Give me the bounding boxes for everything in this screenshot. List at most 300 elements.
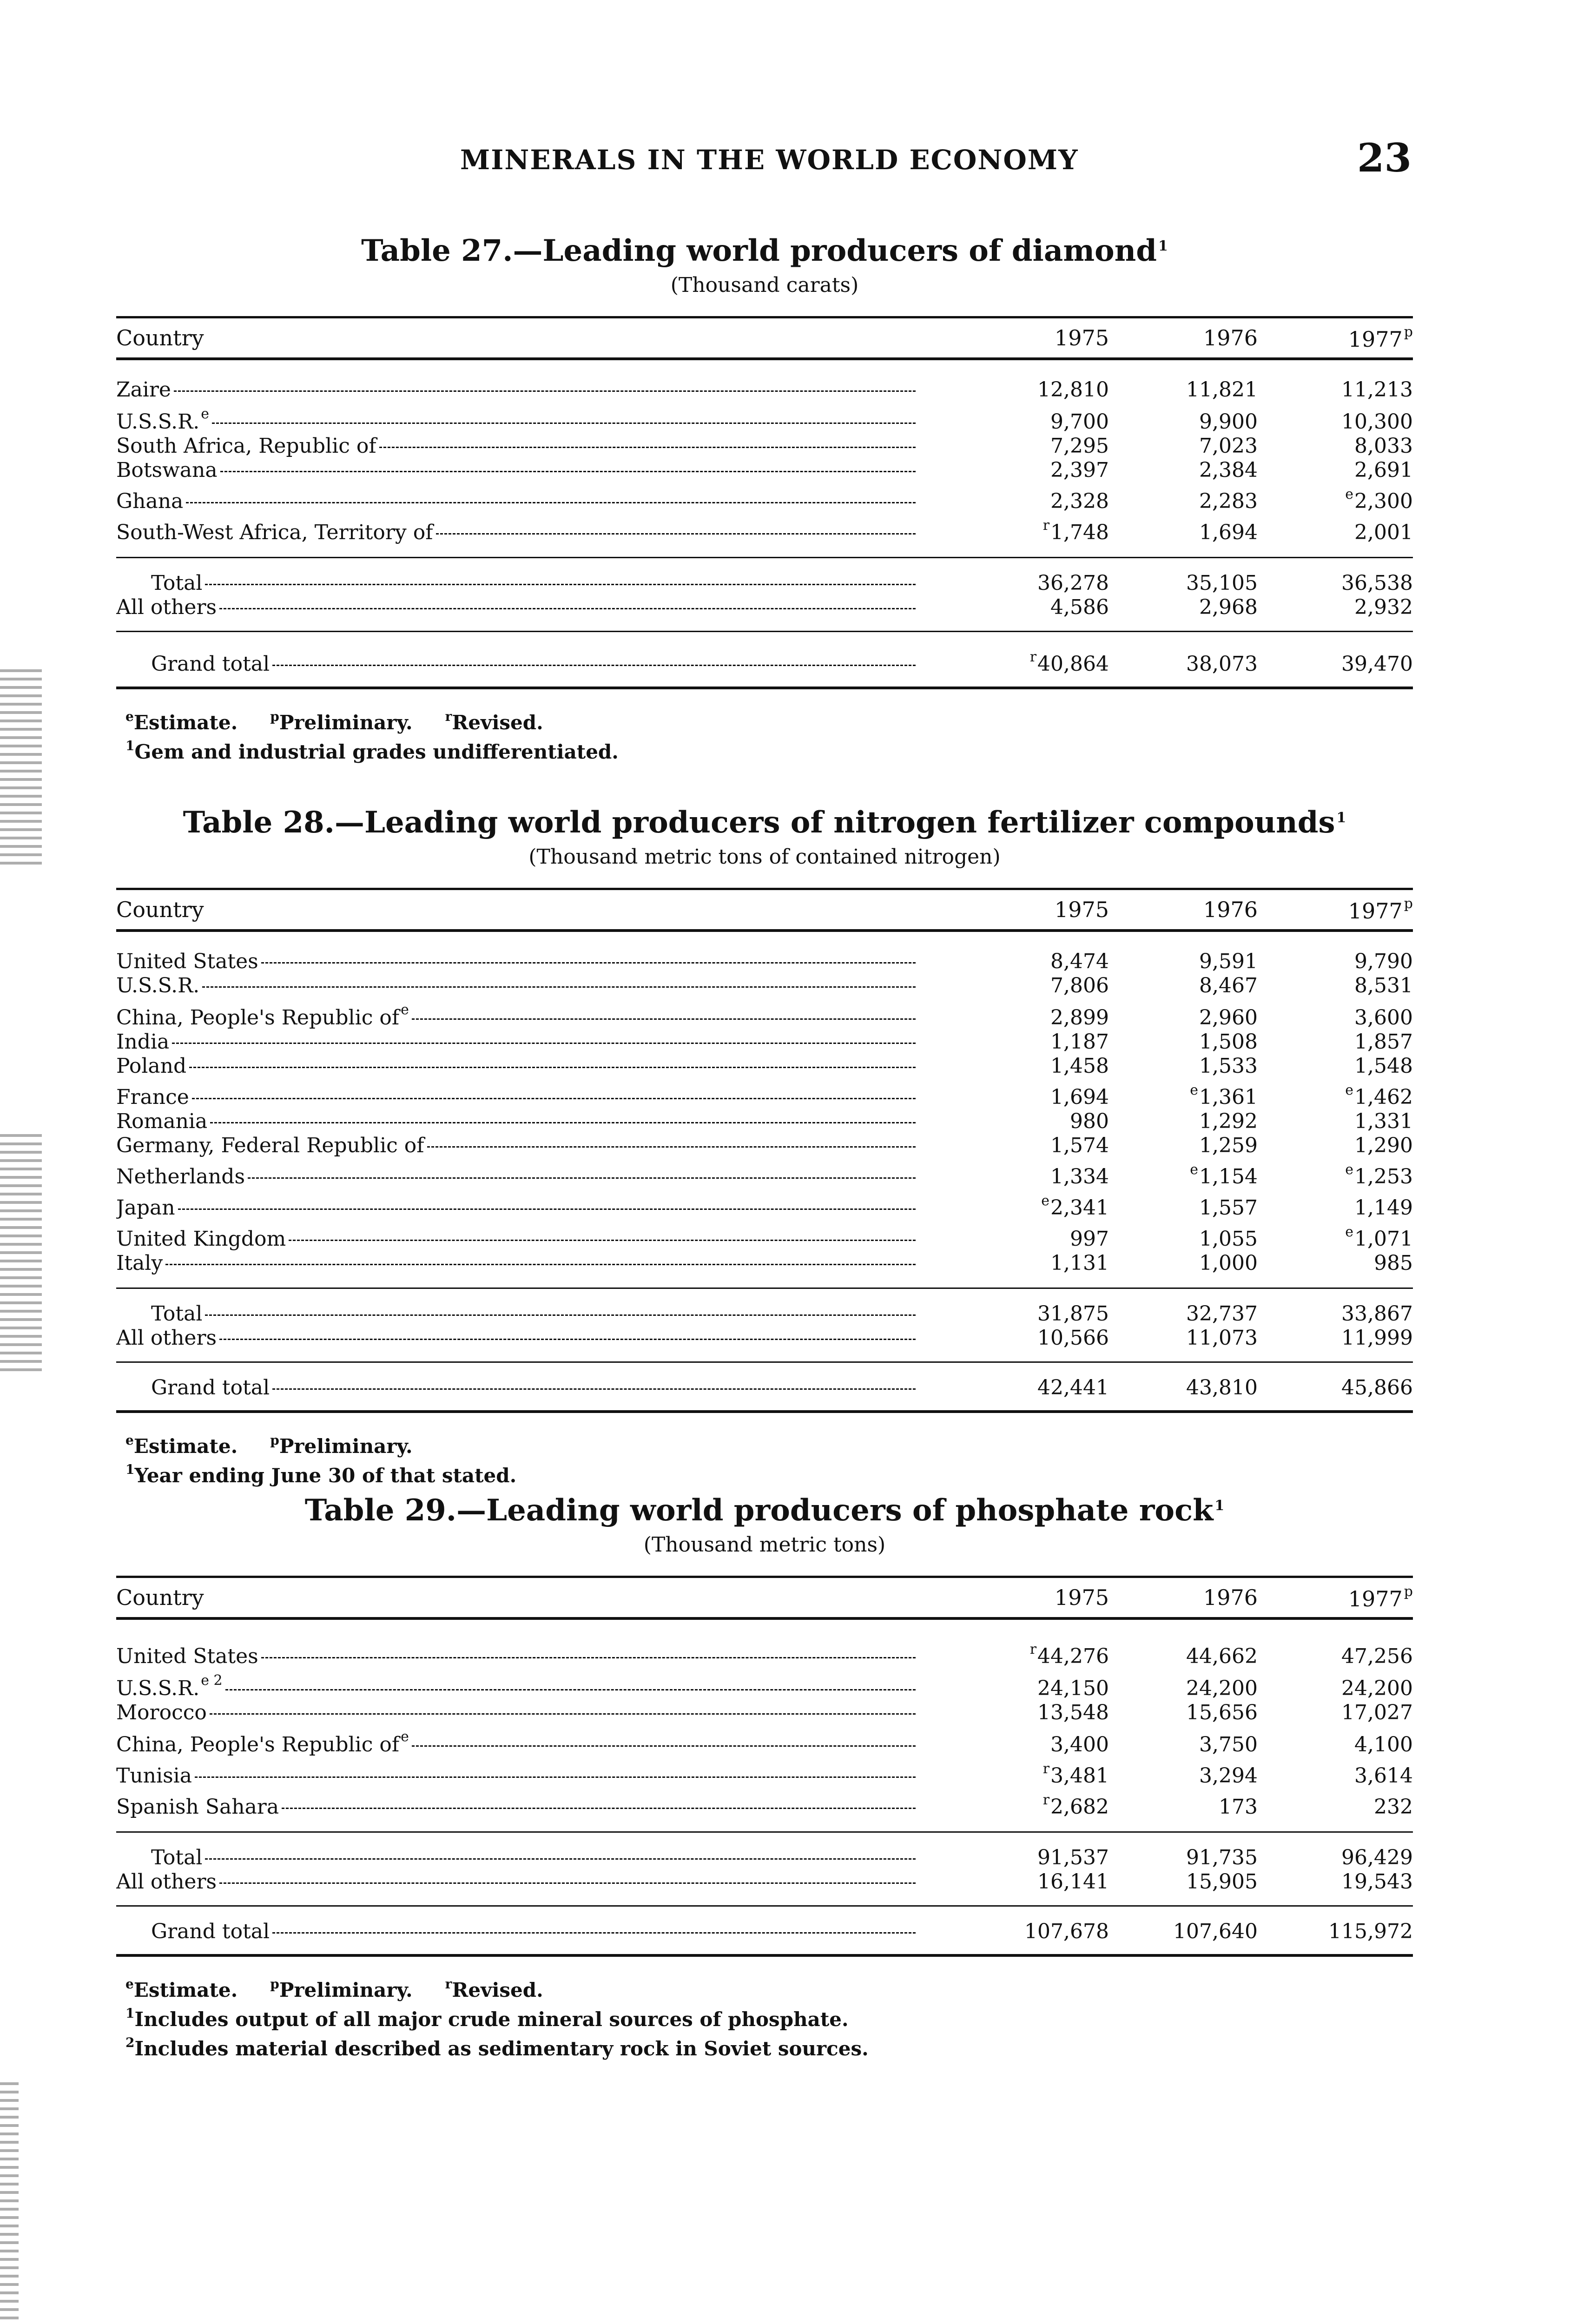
- country-cell: [116, 595, 957, 620]
- footnote-text: Year ending June 30 of that stated.: [134, 1464, 517, 1487]
- value-cell: [957, 1006, 1109, 1030]
- country-name: [116, 595, 219, 620]
- value-cell: [1109, 1326, 1258, 1350]
- country-name: [116, 1870, 219, 1894]
- country-cell: [116, 1054, 957, 1078]
- footnote-symbol: p: [270, 1433, 279, 1448]
- country-name: [116, 571, 205, 595]
- country-label: Italy: [116, 1251, 163, 1275]
- value-text: 3,400: [1050, 1733, 1109, 1756]
- grand-total-row: [116, 1376, 1413, 1400]
- value-cell: [957, 1134, 1109, 1158]
- value-text: 2,384: [1199, 458, 1258, 482]
- total-row: [116, 1302, 1413, 1326]
- table-title-text: Table 28.—Leading world producers of nitrogen fertilizer compounds: [183, 805, 1335, 840]
- value-text: 2,341: [1050, 1196, 1109, 1220]
- value-cell: [957, 950, 1109, 974]
- footnote-symbol: 1: [125, 2006, 135, 2021]
- value-cell: [957, 571, 1109, 595]
- table-unit-note: (Thousand metric tons): [643, 1533, 886, 1557]
- table-row: [116, 1054, 1413, 1078]
- footnote-mark: e: [1345, 1082, 1354, 1098]
- country-name: [116, 1134, 427, 1158]
- value-text: 24,200: [1186, 1677, 1258, 1700]
- country-cell: [116, 1030, 957, 1054]
- country-name: [116, 998, 412, 1030]
- footnote-text: Revised.: [452, 711, 543, 734]
- value-text: 1,548: [1354, 1054, 1413, 1078]
- value-text: 1,748: [1050, 521, 1109, 544]
- country-label: Japan: [116, 1196, 175, 1220]
- table-title-text: Table 27.—Leading world producers of diamond: [361, 233, 1157, 268]
- country-name: [116, 1669, 225, 1701]
- country-label: Poland: [116, 1054, 187, 1078]
- country-cell: [116, 1109, 957, 1134]
- country-name: [116, 402, 212, 434]
- year-text: 1977: [1348, 327, 1403, 352]
- value-cell: [957, 378, 1109, 402]
- dot-leader: [261, 1657, 916, 1658]
- table-row: [116, 514, 1413, 545]
- value-text: 13,548: [1037, 1701, 1109, 1724]
- dot-leader: [205, 1314, 916, 1316]
- country-cell: [116, 1669, 957, 1701]
- value-cell: [1258, 410, 1413, 434]
- value-cell: [1109, 652, 1258, 676]
- country-name: [116, 1701, 210, 1725]
- footnote-text: Includes output of all major crude mineral sources of phosphate.: [134, 2008, 849, 2031]
- dot-leader: [272, 1932, 916, 1934]
- country-label: Total: [151, 571, 203, 595]
- value-text: 9,790: [1354, 950, 1413, 973]
- value-cell: [957, 489, 1109, 514]
- country-label: Spanish Sahara: [116, 1795, 279, 1819]
- country-name: [116, 1302, 205, 1326]
- value-cell: [1258, 1054, 1413, 1078]
- value-cell: [957, 1251, 1109, 1275]
- dot-leader: [427, 1146, 916, 1148]
- country-label: United Kingdom: [116, 1227, 286, 1251]
- table-row: [116, 1701, 1413, 1725]
- table-row: [116, 1725, 1413, 1757]
- table-title-text: Table 29.—Leading world producers of phosphate rock: [304, 1493, 1214, 1528]
- value-cell: [1258, 950, 1413, 974]
- value-cell: [1109, 1109, 1258, 1134]
- value-cell: [1258, 1251, 1413, 1275]
- value-text: 2,001: [1354, 521, 1413, 544]
- value-cell: [1258, 1733, 1413, 1757]
- value-text: 1,292: [1199, 1109, 1258, 1133]
- value-text: 42,441: [1037, 1376, 1109, 1400]
- value-cell: [1109, 1644, 1258, 1669]
- table-row: [116, 1078, 1413, 1109]
- country-label: Morocco: [116, 1701, 207, 1724]
- value-text: 2,932: [1354, 595, 1413, 619]
- value-cell: [1258, 1006, 1413, 1030]
- value-text: 2,682: [1050, 1795, 1109, 1819]
- value-cell: [957, 1189, 1109, 1220]
- footnote-mark: 1: [1214, 1498, 1225, 1514]
- footnote-symbol: p: [270, 1976, 279, 1992]
- scan-margin-artifact: [0, 1134, 42, 1376]
- footnote-mark: r: [1042, 517, 1050, 534]
- footnote-text: Preliminary.: [279, 1435, 413, 1458]
- value-text: 1,508: [1199, 1030, 1258, 1054]
- value-text: 16,141: [1037, 1870, 1109, 1894]
- value-cell: [957, 645, 1109, 676]
- value-cell: [957, 595, 1109, 620]
- footnote-mark: r: [1042, 1792, 1050, 1808]
- country-name: [116, 974, 202, 998]
- summary-rows: [116, 1289, 1413, 1361]
- footnotes: [125, 1973, 1413, 2060]
- dot-leader: [220, 471, 916, 472]
- dot-leader: [248, 1177, 916, 1179]
- dot-leader: [379, 447, 916, 448]
- value-text: 35,105: [1186, 571, 1258, 595]
- dot-leader: [219, 1339, 916, 1340]
- total-row: [116, 1846, 1413, 1870]
- value-text: 1,462: [1354, 1085, 1413, 1109]
- value-cell: [1258, 1302, 1413, 1326]
- value-cell: [1109, 1006, 1258, 1030]
- value-cell: [957, 1757, 1109, 1788]
- country-name: [116, 1196, 178, 1220]
- table-row: [116, 950, 1413, 974]
- value-cell: [1258, 1701, 1413, 1725]
- table-unit-note: (Thousand carats): [670, 273, 859, 297]
- value-text: 1,857: [1354, 1030, 1413, 1054]
- country-cell: [116, 1326, 957, 1350]
- value-cell: [957, 1376, 1109, 1400]
- country-label: Zaire: [116, 378, 171, 402]
- dot-leader: [202, 986, 916, 988]
- data-rows: [116, 932, 1413, 1287]
- column-header-1977: [1258, 896, 1413, 924]
- country-label: All others: [116, 1870, 217, 1894]
- dot-leader: [219, 1882, 916, 1884]
- value-text: 10,300: [1341, 410, 1413, 434]
- value-cell: [1258, 1220, 1413, 1251]
- value-cell: [1109, 1795, 1258, 1819]
- dot-leader: [178, 1208, 916, 1210]
- dot-leader: [189, 1067, 916, 1068]
- dot-leader: [210, 1122, 916, 1123]
- country-cell: [116, 1251, 957, 1275]
- country-label: Grand total: [151, 652, 270, 676]
- country-label: Tunisia: [116, 1764, 192, 1788]
- value-cell: [1258, 652, 1413, 676]
- footnote-symbol: r: [445, 1976, 452, 1992]
- country-cell: [116, 1165, 957, 1189]
- country-cell: [116, 1701, 957, 1725]
- value-cell: [1109, 571, 1258, 595]
- table-row: [116, 1669, 1413, 1701]
- value-cell: [1109, 1677, 1258, 1701]
- country-name: [116, 1846, 205, 1870]
- value-text: 1,458: [1050, 1054, 1109, 1078]
- footnote-line: [125, 1973, 1413, 2002]
- value-text: 1,557: [1199, 1196, 1258, 1220]
- value-text: 985: [1374, 1251, 1413, 1275]
- dot-leader: [261, 962, 916, 964]
- value-text: 47,256: [1341, 1644, 1413, 1668]
- footnote-symbol: r: [445, 709, 452, 724]
- country-cell: [116, 1764, 957, 1788]
- value-cell: [1258, 458, 1413, 482]
- country-label: U.S.S.R.: [116, 974, 200, 997]
- table-row: [116, 1757, 1413, 1788]
- country-label: United States: [116, 1644, 258, 1668]
- footnote-symbol: e: [125, 709, 134, 724]
- footnote-line: [125, 1429, 1413, 1458]
- value-text: 1,154: [1199, 1165, 1258, 1188]
- dot-leader: [225, 1689, 916, 1690]
- footnote-mark: 1: [1158, 238, 1168, 254]
- country-name: [116, 652, 272, 676]
- dot-leader: [412, 1018, 916, 1020]
- value-cell: [1109, 974, 1258, 998]
- value-cell: [1109, 378, 1258, 402]
- table-row: [116, 402, 1413, 434]
- value-text: 2,283: [1199, 489, 1258, 513]
- value-cell: [1109, 1030, 1258, 1054]
- footnote-line: [125, 734, 1413, 764]
- table-row: [116, 1189, 1413, 1220]
- country-cell: [116, 402, 957, 434]
- footnote-mark: e: [1190, 1082, 1199, 1098]
- country-label: Grand total: [151, 1920, 270, 1943]
- grand-total-row: [116, 645, 1413, 676]
- dot-leader: [172, 1043, 916, 1044]
- footnote-text: Preliminary.: [279, 1979, 413, 2001]
- country-label: United States: [116, 950, 258, 973]
- value-cell: [1258, 595, 1413, 620]
- value-cell: [957, 410, 1109, 434]
- value-cell: [1258, 1109, 1413, 1134]
- year-text: 1977: [1348, 1586, 1403, 1611]
- value-text: 24,150: [1037, 1677, 1109, 1700]
- column-header-1977: [1258, 324, 1413, 352]
- footnote-symbol: e: [125, 1433, 134, 1448]
- value-text: 9,900: [1199, 410, 1258, 434]
- value-cell: [1258, 1134, 1413, 1158]
- value-text: 96,429: [1341, 1846, 1413, 1869]
- value-text: 4,586: [1050, 595, 1109, 619]
- value-cell: [1109, 1227, 1258, 1251]
- value-cell: [1258, 1920, 1413, 1944]
- country-label: All others: [116, 595, 217, 619]
- value-cell: [1258, 974, 1413, 998]
- value-text: 10,566: [1037, 1326, 1109, 1350]
- footnote-mark: p: [1404, 1584, 1413, 1600]
- table-row: [116, 1788, 1413, 1819]
- value-text: 107,640: [1173, 1920, 1258, 1943]
- value-text: 1,149: [1354, 1196, 1413, 1220]
- country-name: [116, 1725, 412, 1757]
- dot-leader: [192, 1098, 916, 1099]
- footnote-symbol: e: [125, 1976, 134, 1992]
- value-text: 997: [1070, 1227, 1109, 1251]
- value-cell: [1109, 950, 1258, 974]
- value-cell: [1109, 1870, 1258, 1894]
- footnote-text: Estimate.: [133, 1435, 238, 1458]
- country-name: [116, 1109, 210, 1134]
- dot-leader: [436, 533, 916, 535]
- value-cell: [957, 1109, 1109, 1134]
- dot-leader: [186, 502, 916, 503]
- data-rows: [116, 1620, 1413, 1830]
- value-text: 2,300: [1354, 489, 1413, 513]
- country-cell: [116, 1134, 957, 1158]
- value-text: 1,000: [1199, 1251, 1258, 1275]
- footnote-mark: e 2: [201, 1672, 223, 1689]
- country-cell: [116, 1085, 957, 1109]
- column-header-1976: 1976: [1203, 1585, 1258, 1610]
- country-name: [116, 1920, 272, 1944]
- country-name: [116, 1795, 282, 1819]
- country-label: South Africa, Republic of: [116, 434, 376, 458]
- value-cell: [957, 1085, 1109, 1109]
- footnote-text: Revised.: [452, 1979, 543, 2001]
- footnote-text: Includes material described as sedimentary rock in Soviet sources.: [134, 2037, 869, 2060]
- country-cell: [116, 378, 957, 402]
- column-header-1975: 1975: [1054, 1585, 1109, 1610]
- value-cell: [1258, 1677, 1413, 1701]
- dot-leader: [282, 1808, 916, 1809]
- all-others-row: [116, 595, 1413, 620]
- value-text: 3,481: [1050, 1764, 1109, 1788]
- country-name: [116, 1085, 192, 1109]
- value-text: 1,071: [1354, 1227, 1413, 1251]
- column-header-row: [116, 316, 1413, 360]
- value-cell: [1109, 434, 1258, 458]
- country-label: Grand total: [151, 1376, 270, 1400]
- value-cell: [1109, 1846, 1258, 1870]
- country-cell: [116, 998, 957, 1030]
- footnote-line: [125, 1458, 1413, 1487]
- value-cell: [1258, 378, 1413, 402]
- value-text: 91,735: [1186, 1846, 1258, 1869]
- value-text: 1,055: [1199, 1227, 1258, 1251]
- country-label: Netherlands: [116, 1165, 245, 1188]
- value-cell: [1258, 1158, 1413, 1189]
- value-text: 1,131: [1050, 1251, 1109, 1275]
- table-row: [116, 1030, 1413, 1054]
- value-cell: [1109, 1196, 1258, 1220]
- value-cell: [1109, 1701, 1258, 1725]
- value-cell: [957, 1302, 1109, 1326]
- summary-rows: [116, 558, 1413, 631]
- value-text: 9,700: [1050, 410, 1109, 434]
- all-others-row: [116, 1870, 1413, 1894]
- country-cell: [116, 1376, 957, 1400]
- value-cell: [1109, 1251, 1258, 1275]
- value-cell: [1258, 1326, 1413, 1350]
- footnote-text: Gem and industrial grades undifferentiated.: [134, 740, 619, 763]
- table-title: [116, 1487, 1413, 1529]
- dot-leader: [212, 423, 916, 424]
- column-header-country: Country: [116, 1585, 204, 1610]
- table-row: [116, 458, 1413, 482]
- value-text: 8,531: [1354, 974, 1413, 997]
- table-unit-note: (Thousand metric tons of contained nitrogen): [528, 845, 1001, 869]
- value-text: 1,361: [1199, 1085, 1258, 1109]
- scan-margin-artifact: [0, 669, 42, 865]
- footnotes: [125, 705, 1413, 764]
- value-cell: [1109, 1134, 1258, 1158]
- country-cell: [116, 652, 957, 676]
- value-text: 4,100: [1354, 1733, 1413, 1756]
- column-header-1977: [1258, 1584, 1413, 1611]
- value-text: 38,073: [1186, 652, 1258, 676]
- value-cell: [1109, 1920, 1258, 1944]
- country-label: Botswana: [116, 458, 218, 482]
- value-text: 7,023: [1199, 434, 1258, 458]
- value-cell: [1109, 1158, 1258, 1189]
- value-text: 36,278: [1037, 571, 1109, 595]
- value-cell: [1258, 1376, 1413, 1400]
- footnotes: [125, 1429, 1413, 1487]
- country-label: France: [116, 1085, 189, 1109]
- dot-leader: [165, 1264, 916, 1265]
- value-cell: [1109, 1733, 1258, 1757]
- all-others-row: [116, 1326, 1413, 1350]
- value-text: 31,875: [1037, 1302, 1109, 1326]
- table-row: [116, 1251, 1413, 1275]
- table-row: [116, 998, 1413, 1030]
- scan-margin-artifact: [0, 2082, 19, 2324]
- country-cell: [116, 974, 957, 998]
- summary-rows: [116, 1833, 1413, 1905]
- value-text: 9,591: [1199, 950, 1258, 973]
- column-header-1976: 1976: [1203, 897, 1258, 922]
- footnote-text: Estimate.: [133, 711, 238, 734]
- table-28: [116, 799, 1413, 1487]
- value-text: 15,905: [1186, 1870, 1258, 1894]
- dot-leader: [219, 608, 916, 609]
- value-text: 15,656: [1186, 1701, 1258, 1724]
- value-cell: [957, 1030, 1109, 1054]
- value-cell: [1109, 1376, 1258, 1400]
- footnote-line: [125, 2031, 1413, 2060]
- footnote-mark: e: [1345, 1224, 1354, 1240]
- value-cell: [957, 458, 1109, 482]
- value-cell: [1258, 434, 1413, 458]
- country-cell: [116, 458, 957, 482]
- value-text: 232: [1374, 1795, 1413, 1819]
- grand-total-row: [116, 1920, 1413, 1944]
- value-text: 36,538: [1341, 571, 1413, 595]
- value-text: 1,574: [1050, 1134, 1109, 1157]
- value-text: 24,200: [1341, 1677, 1413, 1700]
- footnote-mark: r: [1029, 1641, 1037, 1657]
- footnote-mark: p: [1404, 896, 1413, 912]
- country-cell: [116, 1725, 957, 1757]
- column-header-country: Country: [116, 325, 204, 350]
- value-cell: [1258, 1870, 1413, 1894]
- value-cell: [1258, 1644, 1413, 1669]
- column-header-1975: 1975: [1054, 897, 1109, 922]
- country-cell: [116, 1196, 957, 1220]
- value-text: 2,968: [1199, 595, 1258, 619]
- country-label: Romania: [116, 1109, 208, 1133]
- country-cell: [116, 1846, 957, 1870]
- value-text: 7,295: [1050, 434, 1109, 458]
- footnote-mark: e: [1345, 486, 1354, 502]
- footnote-mark: e: [1041, 1193, 1050, 1209]
- value-text: 173: [1219, 1795, 1258, 1819]
